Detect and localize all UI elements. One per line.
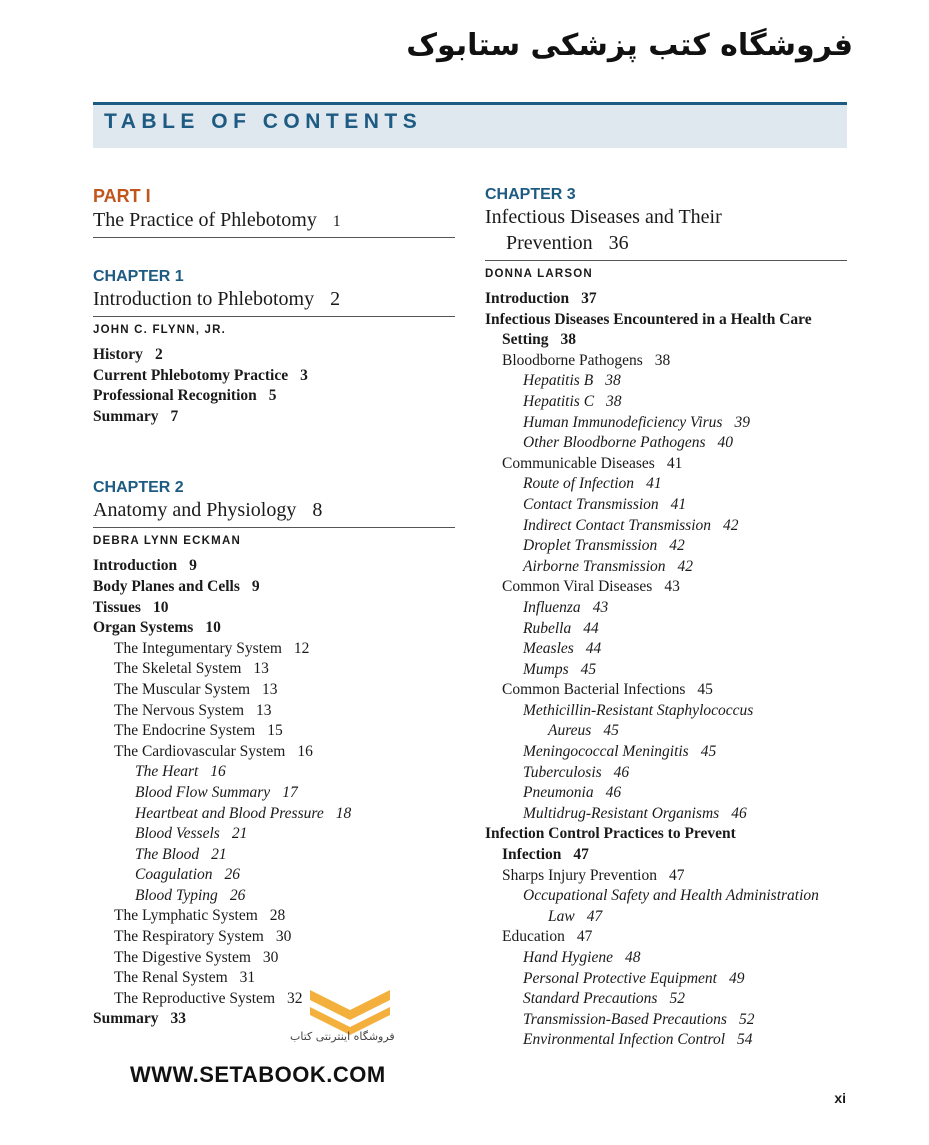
toc-entry-title: Blood Vessels bbox=[135, 825, 220, 843]
toc-entry-title: Common Viral Diseases bbox=[502, 578, 653, 596]
toc-entry bbox=[485, 824, 847, 845]
toc-entry-title: Infection bbox=[502, 846, 562, 864]
left-column bbox=[93, 186, 455, 1030]
toc-entry-title: Mumps bbox=[523, 660, 569, 678]
toc-entry-page: 45 bbox=[580, 660, 597, 678]
toc-entry-title: Environmental Infection Control bbox=[523, 1031, 726, 1049]
toc-entry bbox=[93, 366, 455, 387]
toc-entry bbox=[93, 556, 455, 577]
part-label: PART I bbox=[93, 186, 151, 206]
toc-entry-page: 39 bbox=[734, 413, 750, 431]
toc-entry bbox=[485, 413, 847, 434]
toc-entry bbox=[485, 598, 847, 619]
toc-entry-title: Measles bbox=[523, 640, 574, 658]
toc-entry-title: Standard Precautions bbox=[523, 990, 658, 1008]
toc-entry-title: History bbox=[93, 346, 143, 363]
toc-entry-title: Communicable Diseases bbox=[502, 454, 655, 472]
toc-entry-title: Hepatitis C bbox=[523, 392, 595, 410]
chapter-1-label: CHAPTER 1 bbox=[93, 268, 184, 285]
toc-entry bbox=[485, 639, 847, 660]
toc-entry bbox=[485, 804, 847, 825]
toc-entry bbox=[93, 680, 455, 701]
toc-entry-title: The Renal System bbox=[114, 969, 228, 987]
toc-entry bbox=[485, 310, 847, 331]
toc-entry-title: Other Bloodborne Pathogens bbox=[523, 434, 706, 452]
toc-entry-page: 49 bbox=[729, 969, 745, 987]
toc-entry-title: Setting bbox=[502, 331, 549, 349]
toc-entry-page: 45 bbox=[603, 722, 619, 740]
toc-entry bbox=[485, 454, 847, 475]
toc-entry bbox=[485, 433, 847, 454]
toc-entry-title: The Lymphatic System bbox=[114, 907, 258, 925]
toc-entry bbox=[485, 289, 847, 310]
toc-entry-title: The Endocrine System bbox=[114, 722, 256, 740]
toc-entry bbox=[485, 742, 847, 763]
toc-entry-title: Droplet Transmission bbox=[523, 537, 658, 555]
toc-entry-title: Human Immunodeficiency Virus bbox=[523, 413, 723, 431]
toc-entry-page: 9 bbox=[189, 557, 197, 575]
toc-entry-title: Methicillin-Resistant Staphylococcus bbox=[523, 701, 754, 719]
toc-entry-page: 38 bbox=[560, 331, 576, 349]
toc-entry-page: 41 bbox=[646, 475, 662, 493]
toc-entry bbox=[485, 763, 847, 784]
toc-entry bbox=[93, 742, 455, 763]
toc-entry-page: 21 bbox=[231, 825, 248, 843]
toc-entry bbox=[485, 886, 847, 907]
toc-entry-page: 41 bbox=[670, 495, 687, 513]
toc-entry-page: 38 bbox=[606, 392, 622, 410]
toc-entry-title: Pneumonia bbox=[523, 784, 594, 802]
toc-entry-page: 43 bbox=[592, 598, 609, 616]
toc-entry-title: The Skeletal System bbox=[114, 660, 242, 678]
toc-entry-title: The Muscular System bbox=[114, 680, 251, 698]
toc-entry bbox=[93, 865, 455, 886]
toc-entry-page: 38 bbox=[654, 351, 671, 369]
toc-entry-page: 46 bbox=[731, 804, 747, 822]
toc-entry-page: 32 bbox=[287, 989, 303, 1007]
toc-entry-page: 52 bbox=[669, 990, 685, 1008]
toc-entry-page: 21 bbox=[211, 845, 227, 863]
toc-entry bbox=[93, 639, 455, 660]
toc-entry bbox=[485, 474, 847, 495]
toc-entry bbox=[93, 948, 455, 969]
toc-entry-page: 13 bbox=[253, 660, 269, 678]
toc-entry bbox=[93, 824, 455, 845]
toc-entry bbox=[485, 660, 847, 681]
toc-entry bbox=[485, 969, 847, 990]
toc-entry-title: Body Planes and Cells bbox=[93, 577, 240, 595]
toc-entry-title: Heartbeat and Blood Pressure bbox=[135, 804, 324, 822]
toc-entry-title: Route of Infection bbox=[523, 475, 635, 493]
toc-entry bbox=[485, 866, 847, 887]
chapter-3-entries bbox=[485, 289, 847, 1051]
toc-entry-title: Professional Recognition bbox=[93, 387, 257, 405]
chapter-1-title-text: Introduction to Phlebotomy bbox=[93, 288, 315, 310]
toc-entry-page: 5 bbox=[268, 387, 277, 405]
toc-entry-page: 2 bbox=[154, 346, 163, 363]
toc-entry-title: The Blood bbox=[135, 845, 200, 863]
part-title-text: The Practice of Phlebotomy bbox=[93, 209, 317, 231]
toc-entry-title: Blood Flow Summary bbox=[135, 783, 271, 801]
toc-entry-title: Transmission-Based Precautions bbox=[523, 1010, 727, 1028]
toc-entry-title: The Integumentary System bbox=[114, 639, 282, 657]
toc-entry bbox=[485, 495, 847, 516]
toc-entry-title: Infectious Diseases Encountered in a Health Care bbox=[485, 310, 812, 328]
chapter-3-author: DONNA LARSON bbox=[485, 268, 593, 280]
chapter-3-title-line2: Prevention bbox=[506, 232, 593, 254]
toc-entry bbox=[93, 762, 455, 783]
toc-entry bbox=[93, 345, 455, 366]
toc-entry-title: Coagulation bbox=[135, 866, 213, 884]
toc-entry bbox=[93, 886, 455, 907]
toc-entry-title: Influenza bbox=[523, 598, 581, 616]
toc-entry-page: 3 bbox=[300, 366, 308, 384]
chapter-3-title bbox=[485, 204, 847, 261]
toc-entry-page: 12 bbox=[293, 639, 310, 657]
toc-entry-page: 10 bbox=[205, 619, 221, 637]
toc-entry-title: Sharps Injury Prevention bbox=[502, 866, 657, 884]
toc-entry-title: Aureus bbox=[548, 722, 592, 740]
toc-entry-page: 41 bbox=[666, 454, 683, 472]
watermark-url: WWW.SETABOOK.COM bbox=[130, 1062, 386, 1087]
toc-entry-page: 30 bbox=[262, 948, 279, 966]
toc-entry-page: 31 bbox=[239, 969, 256, 987]
chapter-2-label: CHAPTER 2 bbox=[93, 479, 184, 497]
toc-entry bbox=[93, 659, 455, 680]
toc-entry-page: 30 bbox=[275, 928, 292, 946]
toc-entry-page: 42 bbox=[723, 516, 739, 534]
toc-entry-page: 42 bbox=[677, 557, 694, 575]
toc-entry-page: 17 bbox=[282, 783, 298, 801]
toc-entry-page: 45 bbox=[697, 681, 713, 699]
toc-entry-page: 44 bbox=[583, 619, 599, 637]
toc-entry-page: 43 bbox=[664, 578, 680, 596]
toc-entry-title: Introduction bbox=[93, 557, 178, 575]
toc-entry bbox=[485, 927, 847, 948]
toc-entry-page: 13 bbox=[262, 680, 278, 698]
toc-entry-title: Blood Typing bbox=[135, 886, 218, 904]
toc-entry-page: 46 bbox=[613, 763, 630, 781]
chapter-1-title bbox=[93, 286, 455, 317]
toc-entry bbox=[93, 577, 455, 598]
toc-entry-title: The Heart bbox=[135, 763, 199, 781]
toc-entry bbox=[93, 386, 455, 407]
toc-entry-page: 13 bbox=[256, 701, 272, 719]
chapter-3-title-line1: Infectious Diseases and Their bbox=[485, 206, 722, 228]
toc-entry-title: Occupational Safety and Health Administration bbox=[523, 887, 819, 905]
toc-entry-title: Tissues bbox=[93, 598, 141, 616]
part-page: 1 bbox=[332, 213, 341, 230]
toc-entry-title: Infection Control Practices to Prevent bbox=[485, 825, 736, 843]
watermark-subtitle: فروشگاه اینترنتی کتاب bbox=[290, 1030, 395, 1043]
toc-entry bbox=[485, 392, 847, 413]
toc-entry bbox=[93, 598, 455, 619]
chapter-2-title-text: Anatomy and Physiology bbox=[93, 499, 297, 522]
right-column bbox=[485, 186, 847, 1051]
chapter-3-label: CHAPTER 3 bbox=[485, 186, 576, 203]
toc-entry bbox=[93, 968, 455, 989]
toc-entry bbox=[485, 371, 847, 392]
toc-entry-page: 28 bbox=[269, 907, 286, 925]
setabook-logo-icon bbox=[300, 985, 400, 1035]
toc-entry-title: Common Bacterial Infections bbox=[502, 681, 686, 699]
toc-entry bbox=[485, 330, 847, 351]
toc-entry bbox=[485, 557, 847, 578]
toc-entry-page: 45 bbox=[700, 743, 717, 761]
toc-entry-page: 16 bbox=[297, 742, 313, 760]
toc-entry-title: Organ Systems bbox=[93, 619, 194, 637]
toc-entry bbox=[485, 948, 847, 969]
toc-entry bbox=[93, 845, 455, 866]
toc-entry bbox=[485, 783, 847, 804]
toc-entry-title: Personal Protective Equipment bbox=[523, 969, 717, 987]
toc-entry bbox=[485, 577, 847, 598]
toc-entry-title: Education bbox=[502, 928, 565, 946]
chapter-2-entries bbox=[93, 556, 455, 1030]
toc-entry-title: Introduction bbox=[485, 290, 570, 307]
chapter-2-title bbox=[93, 497, 455, 528]
toc-entry-title: The Cardiovascular System bbox=[114, 742, 286, 760]
toc-entry-page: 40 bbox=[717, 434, 734, 452]
toc-entry-page: 16 bbox=[210, 763, 226, 781]
toc-entry bbox=[485, 536, 847, 557]
toc-entry-page: 47 bbox=[573, 846, 589, 864]
toc-banner bbox=[93, 102, 847, 148]
chapter-1-page: 2 bbox=[330, 288, 341, 310]
toc-entry-title: Meningococcal Meningitis bbox=[523, 743, 689, 761]
toc-entry-page: 46 bbox=[605, 784, 622, 802]
toc-entry-page: 48 bbox=[624, 949, 641, 966]
chapter-2-page: 8 bbox=[312, 499, 323, 522]
toc-entry bbox=[485, 989, 847, 1010]
toc-entry-page: 37 bbox=[581, 290, 597, 307]
toc-entry bbox=[485, 907, 847, 928]
chapter-1-author: JOHN C. FLYNN, JR. bbox=[93, 324, 227, 336]
toc-entry-title: The Nervous System bbox=[114, 701, 245, 719]
toc-entry-page: 47 bbox=[668, 866, 685, 884]
toc-entry-page: 9 bbox=[251, 577, 260, 595]
toc-entry bbox=[93, 989, 455, 1010]
toc-entry-title: Summary bbox=[93, 407, 159, 425]
toc-entry-title: Hepatitis B bbox=[523, 372, 594, 390]
toc-entry bbox=[485, 701, 847, 722]
toc-entry bbox=[93, 1009, 455, 1030]
toc-entry bbox=[485, 351, 847, 372]
chapter-2-author: DEBRA LYNN ECKMAN bbox=[93, 535, 241, 548]
toc-entry bbox=[485, 1030, 847, 1051]
toc-entry-title: Rubella bbox=[523, 619, 572, 637]
toc-entry bbox=[93, 721, 455, 742]
toc-entry-page: 38 bbox=[605, 372, 621, 390]
toc-entry-page: 26 bbox=[224, 866, 241, 884]
toc-entry-title: The Reproductive System bbox=[114, 989, 275, 1007]
toc-entry bbox=[485, 619, 847, 640]
toc-entry-title: Law bbox=[548, 907, 575, 925]
toc-entry-page: 33 bbox=[170, 1010, 186, 1028]
toc-entry-title: Multidrug-Resistant Organisms bbox=[523, 804, 720, 822]
toc-entry bbox=[93, 618, 455, 639]
toc-entry bbox=[485, 516, 847, 537]
toc-entry-page: 54 bbox=[737, 1031, 753, 1049]
toc-entry bbox=[93, 407, 455, 428]
store-title: فروشگاه کتب پزشکی ستابوک bbox=[406, 28, 853, 63]
toc-entry-page: 42 bbox=[669, 537, 685, 555]
toc-entry bbox=[485, 680, 847, 701]
toc-entry-title: The Digestive System bbox=[114, 948, 251, 966]
toc-entry-page: 10 bbox=[152, 598, 169, 616]
toc-entry-page: 18 bbox=[335, 804, 352, 822]
toc-entry-title: Indirect Contact Transmission bbox=[523, 516, 712, 534]
toc-entry-title: Contact Transmission bbox=[523, 495, 659, 513]
part-title bbox=[93, 207, 455, 238]
toc-entry-page: 47 bbox=[586, 907, 603, 925]
chapter-3-page: 36 bbox=[608, 232, 629, 254]
toc-heading: TABLE OF CONTENTS bbox=[104, 110, 423, 133]
toc-entry bbox=[485, 845, 847, 866]
toc-entry bbox=[93, 701, 455, 722]
toc-entry bbox=[93, 804, 455, 825]
chapter-1-entries bbox=[93, 345, 455, 427]
toc-entry bbox=[485, 721, 847, 742]
toc-entry-page: 15 bbox=[267, 722, 283, 740]
toc-entry-page: 44 bbox=[585, 640, 602, 658]
toc-entry bbox=[93, 783, 455, 804]
toc-entry bbox=[93, 927, 455, 948]
toc-entry-title: Current Phlebotomy Practice bbox=[93, 366, 289, 384]
toc-entry-title: Airborne Transmission bbox=[523, 557, 666, 575]
toc-entry bbox=[485, 1010, 847, 1031]
toc-entry-title: The Respiratory System bbox=[114, 928, 264, 946]
toc-entry-title: Hand Hygiene bbox=[523, 949, 613, 966]
toc-entry-title: Bloodborne Pathogens bbox=[502, 351, 643, 369]
toc-entry-page: 26 bbox=[229, 886, 246, 904]
toc-entry-title: Summary bbox=[93, 1010, 159, 1028]
toc-entry-page: 52 bbox=[738, 1010, 755, 1028]
toc-entry-page: 7 bbox=[170, 407, 179, 425]
toc-entry bbox=[93, 906, 455, 927]
toc-entry-title: Tuberculosis bbox=[523, 763, 602, 781]
page-number: xi bbox=[834, 1090, 846, 1106]
toc-entry-page: 47 bbox=[576, 928, 593, 946]
